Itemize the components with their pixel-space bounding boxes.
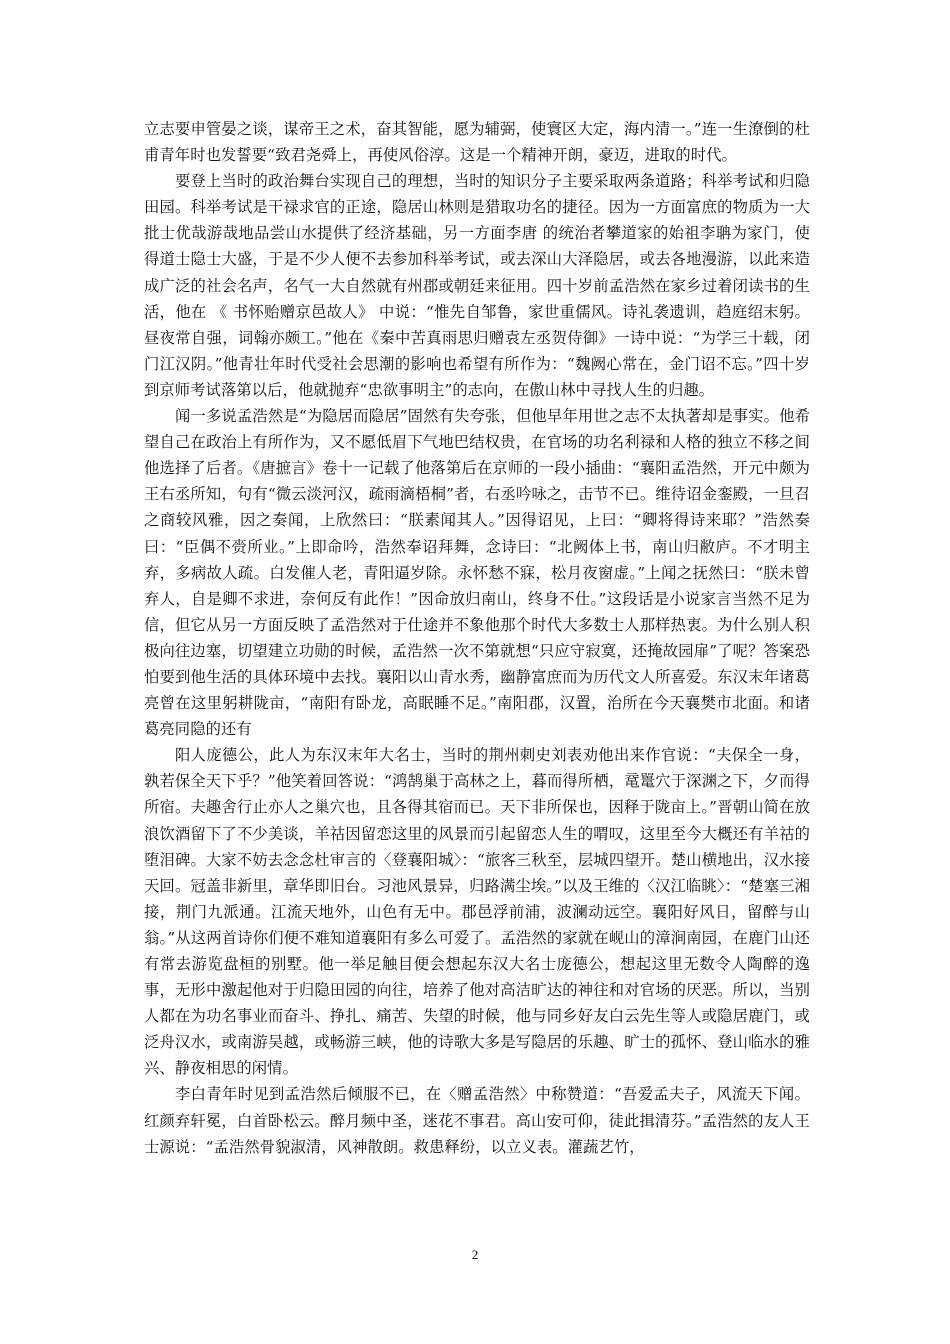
document-body — [144, 116, 810, 1160]
paragraph-3: 闻一多说孟浩然是“为隐居而隐居”固然有失夸张，但他早年用世之志不太执著却是事实。他希望自己在政治上有所作为，又不愿低眉下气地巴结权贵，在官场的功名利禄和人格的独立不移之间他选择了后者。《唐摭言》卷十一记载了他落第后在京师的一段小插曲：“襄阳孟浩然，开元中颇为王右丞所知，句有“微云淡河汉，疏雨滴梧桐”者，右丞吟咏之，击节不已。维待诏金銮殿，一旦召之商较风雅，因之奏闻，上欣然曰：“朕素闻其人。”因得诏见，上曰：“卿将得诗来耶？”浩然奏曰：“臣偶不赍所业。”上即命吟，浩然奉诏拜舞，念诗曰：“北阙体上书，南山归敝庐。不才明主弃，多病故人疏。白发催人老，青阳逼岁除。永怀愁不寐，松月夜窗虚。”上闻之抚然曰：“朕未曾弃人，自是卿不求进，奈何反有此作！”因命放归南山，终身不仕。”这段话是小说家言当然不足为信，但它从另一方面反映了孟浩然对于仕途并不象他那个时代大多数士人那样热衷。为什么别人积极向往边塞，切望建立功勋的时候，孟浩然一次不第就想“只应守寂寞，还掩故园扉”了呢？答案恐怕要到他生活的具体环境中去找。襄阳以山青水秀，幽静富庶而为历代文人所喜爱。东汉末年诸葛亮曾在这里躬耕陇亩，“南阳有卧龙，高眠睡不足。”南阳郡，汉置，治所在今天襄樊市北面。和诸葛亮同隐的还有 — [144, 407, 810, 739]
page-number: 2 — [471, 1247, 479, 1262]
paragraph-1: 立志要申管晏之谈，谋帝王之术，奋其智能，愿为辅弼，使寰区大定，海内清一。”连一生潦倒的杜甫青年时也发誓要“致君尧舜上，再使风俗淳。这是一个精神开朗，豪迈，进取的时代。 — [144, 120, 810, 165]
paragraph-5: 李白青年时见到孟浩然后倾服不已，在〈赠孟浩然〉中称赞道：“吾爱孟夫子，风流天下闻。红颜弃轩冕，白首卧松云。醉月频中圣，迷花不事君。高山安可仰，徒此揖清芬。”孟浩然的友人王士源说：“孟浩然骨貌淑清，风神散朗。救患释纷，以立义表。灌蔬艺竹， — [144, 1085, 810, 1156]
paragraph-2: 要登上当时的政治舞台实现自己的理想，当时的知识分子主要采取两条道路；科举考试和归隐田园。科举考试是干禄求官的正途，隐居山林则是猎取功名的捷径。因为一方面富庶的物质为一大批士优哉游哉地品尝山水提供了经济基础，另一方面李唐 的统治者攀道家的始祖李聃为家门，使得道士隐士大盛，于是不少人便不去参加科举考试，或去深山大泽隐居，或去各地漫游，以此来造成广泛的社会名声，名气一大自然就有州郡或朝廷来征用。四十岁前孟浩然在家乡过着闭读书的生活，他在 《 书怀贻赠京邑故人》 中说：“惟先自邹鲁，家世重儒风。诗礼袭遗训，趋庭绍末躬。昼夜常自强，词翰亦颇工。”他在《秦中苦真雨思归赠袁左丞贺侍御》一诗中说：“为学三十载，闭门江汉阴。”他青壮年时代受社会思潮的影响也希望有所作为：“魏阙心常在，金门诏不忘。”四十岁到京师考试落第以后，他就抛弃“忠欲事明主”的志向，在傲山林中寻找人生的归趣。 — [144, 172, 810, 399]
paragraph-4: 阳人庞德公，此人为东汉末年大名士，当时的荆州刺史刘表劝他出来作官说：“夫保全一身，孰若保全天下乎？”他笑着回答说：“鸿鹄巢于高林之上，暮而得所栖，鼋鼍穴于深渊之下，夕而得所宿。夫趣舍行止亦人之巢穴也，且各得其宿而已。天下非所保也，因释于陇亩上。”晋朝山简在放浪饮酒留下了不少美谈，羊祜因留恋这里的风景而引起留恋人生的喟叹，这里至今大概还有羊祜的堕泪碑。大家不妨去念念杜审言的〈登襄阳城〉：“旅客三秋至，层城四望开。楚山横地出，汉水接天回。冠盖非新里，章华即旧台。习池风景异，归路满尘埃。”以及王维的〈汉江临眺〉：“楚塞三湘接，荆门九派通。江流天地外，山色有无中。郡邑浮前浦，波澜动远空。襄阳好风日，留醉与山翁。”从这两首诗你们便不难知道襄阳有多么可爱了。孟浩然的家就在岘山的漳涧南园，在鹿门山还有常去游览盘桓的别墅。他一举足触目便会想起东汉大名士庞德公，想起这里无数令人陶醉的逸事，无形中激起他对于归隐田园的向往，培养了他对高洁旷达的神往和对官场的厌恶。所以，当别人都在为功名事业而奋斗、挣扎、痛苦、失望的时候，他与同乡好友白云先生等人或隐居鹿门，或泛舟汉水，或南游吴越，或畅游三峡，他的诗歌大多是写隐居的乐趣、旷士的孤怀、登山临水的雅兴、静夜相思的闲情。 — [144, 746, 810, 1078]
